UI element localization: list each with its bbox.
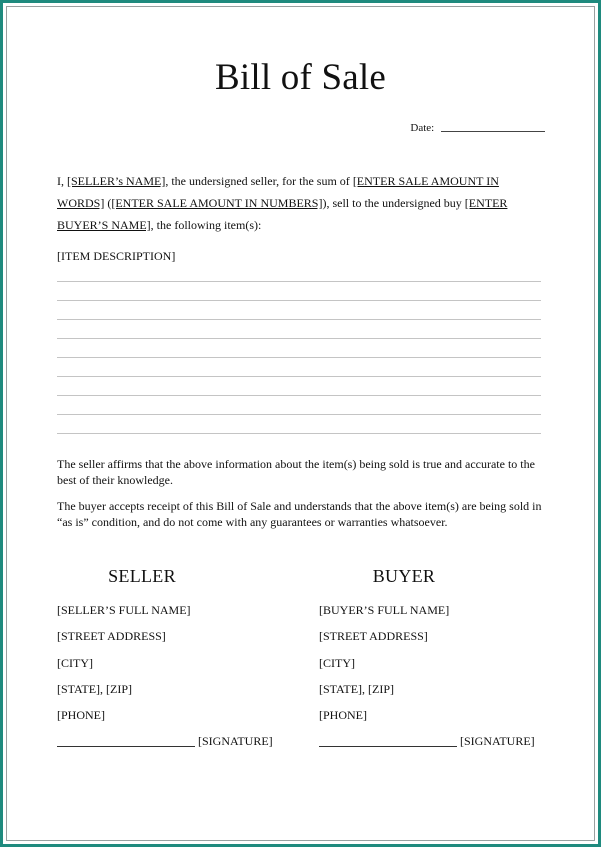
seller-signature-line bbox=[57, 746, 195, 747]
seller-full-name: [SELLER’S FULL NAME] bbox=[57, 603, 191, 617]
description-line bbox=[57, 357, 541, 358]
buyer-signature-row bbox=[319, 734, 559, 760]
buyer-phone: [PHONE] bbox=[319, 708, 367, 723]
buyer-signature-label: [SIGNATURE] bbox=[460, 734, 535, 749]
item-description-label: [ITEM DESCRIPTION] bbox=[57, 249, 176, 263]
seller-phone: [PHONE] bbox=[57, 708, 105, 723]
buyer-city: [CITY] bbox=[319, 655, 355, 670]
document-title: Bill of Sale bbox=[215, 57, 386, 98]
seller-affirmation: The seller affirms that the above information about the item(s) being sold is true and accurate to the best of their knowledge. bbox=[57, 457, 535, 487]
buyer-street: [STREET ADDRESS] bbox=[319, 629, 428, 644]
date-label: Date: bbox=[410, 122, 435, 134]
seller-state-zip: [STATE], [ZIP] bbox=[57, 681, 133, 696]
buyer-state-zip: [STATE], [ZIP] bbox=[319, 681, 395, 696]
intro-text-2: , the undersigned seller, for the sum of bbox=[165, 174, 353, 188]
description-line bbox=[57, 300, 541, 301]
date-blank-line bbox=[441, 131, 545, 132]
buyer-heading: BUYER bbox=[372, 566, 436, 586]
buyer-signature-line bbox=[319, 746, 457, 747]
amount-words-placeholder: [ENTER SALE AMOUNT IN WORDS] bbox=[57, 174, 499, 210]
seller-heading: SELLER bbox=[108, 566, 176, 586]
item-description-lines bbox=[57, 281, 541, 452]
date-row bbox=[410, 122, 545, 134]
intro-paragraph bbox=[57, 170, 547, 236]
intro-text-1: I, bbox=[57, 174, 67, 188]
buyer-name-placeholder: [ENTER BUYER’S NAME] bbox=[57, 196, 508, 232]
seller-city: [CITY] bbox=[57, 655, 93, 670]
seller-street: [STREET ADDRESS] bbox=[57, 629, 166, 644]
seller-signature-label: [SIGNATURE] bbox=[198, 734, 273, 749]
description-line bbox=[57, 319, 541, 320]
intro-text-3: ( bbox=[104, 196, 112, 210]
intro-text-5: , the following item(s): bbox=[150, 218, 262, 232]
description-line bbox=[57, 281, 541, 282]
seller-signature-row bbox=[57, 734, 297, 760]
description-line bbox=[57, 338, 541, 339]
buyer-full-name: [BUYER’S FULL NAME] bbox=[319, 603, 450, 617]
amount-numbers-placeholder: [ENTER SALE AMOUNT IN NUMBERS] bbox=[111, 196, 323, 210]
seller-name-placeholder: [SELLER’s NAME] bbox=[67, 174, 166, 188]
description-line bbox=[57, 376, 541, 377]
seller-section bbox=[57, 566, 297, 761]
buyer-acceptance: The buyer accepts receipt of this Bill of Sale and understands that the above item(s) are being sold in “as is” condition, and do not come with any guarantees or warranties whatsoever. bbox=[57, 499, 542, 529]
buyer-section bbox=[319, 566, 559, 761]
description-line bbox=[57, 433, 541, 434]
description-line bbox=[57, 414, 541, 415]
intro-text-4: ), sell to the undersigned buy bbox=[322, 196, 465, 210]
description-line bbox=[57, 395, 541, 396]
